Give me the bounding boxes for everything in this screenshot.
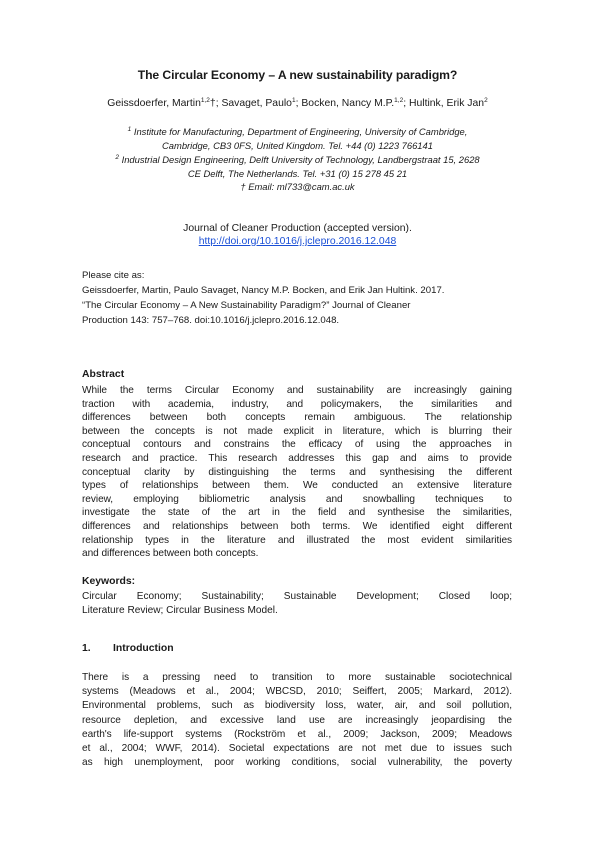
citation xyxy=(82,283,522,328)
keywords-line: Literature Review; Circular Business Model. xyxy=(82,604,278,616)
affiliation-1: $^1$ Institute for Manufacturing, Department of Engineering, University of Cambridge, Cambridge, CB3 0FS, United Kingdom. Tel. +44 (0) 1223 766141 xyxy=(127,126,468,151)
doi-link[interactable]: http://doi.org/10.1016/j.jclepro.2016.12.048 xyxy=(198,236,397,247)
author: Savaget, Paulo$^1$; xyxy=(221,97,302,109)
corresponding-email: † Email: ml733@cam.ac.uk xyxy=(240,181,355,192)
journal-note: Journal of Cleaner Production (accepted version). xyxy=(183,223,412,234)
abstract-line: relationship types in the literature and illustrated the most evident similarities xyxy=(82,534,512,546)
keywords-line: Circular Economy; Sustainability; Sustainable Development; Closed loop; xyxy=(82,591,512,602)
author: Hultink, Erik Jan$^2$ xyxy=(408,97,488,109)
abstract-line: conceptual clarity by distinguishing the terms and synthesising the different xyxy=(82,466,512,478)
affiliation-2: $^2$ Industrial Design Engineering, Delft University of Technology, Landbergstraat 15, 2628 CE Delft, The Netherlands. Tel. +31 (0) 15 278 45 21 xyxy=(115,154,480,179)
abstract-line: investigate the state of the art in the field and synthesise the similarities, xyxy=(82,507,512,519)
abstract-line: between the concepts is not made explicit in literature, which is blurring their xyxy=(82,425,512,437)
abstract-line: conceptual contours and constrains the efficacy of using the approaches in xyxy=(82,439,512,451)
abstract-line: differences and relationships between both terms. We identified eight different xyxy=(82,520,512,532)
abstract-body xyxy=(82,384,512,561)
intro-line: Environmental problems, such as biodiversity loss, water, air, and soil pollution, xyxy=(82,700,512,712)
abstract-line: review, employing bibliometric analysis and snowballing techniques to xyxy=(82,493,512,505)
abstract-line: traction with academia, industry, and policymakers, the similarities and xyxy=(82,398,512,410)
author-list xyxy=(0,98,595,109)
keywords-heading: Keywords: xyxy=(82,576,136,587)
section-title: Introduction xyxy=(113,643,174,654)
author: Geissdoerfer, Martin$^{1,2}$†; xyxy=(107,97,222,109)
keywords-body xyxy=(82,590,512,617)
abstract-line: and differences between both concepts. xyxy=(82,548,259,560)
introduction-body xyxy=(82,671,512,770)
section-number: 1. xyxy=(82,643,91,654)
abstract-heading: Abstract xyxy=(82,369,125,380)
abstract-line: differences between both concepts remain ambiguous. The relationship xyxy=(82,412,512,424)
intro-line: earth's life-support systems (Rockström et al., 2009; Jackson, 2009; Meadows xyxy=(82,728,512,740)
abstract-line: While the terms Circular Economy and sustainability are increasingly gaining xyxy=(82,385,512,396)
intro-line: resource depletion, and excessive land use are increasingly jeopardising the xyxy=(82,714,512,726)
intro-line: There is a pressing need to transition to more sustainable sociotechnical xyxy=(82,672,512,683)
citation-line: Geissdoerfer, Martin, Paulo Savaget, Nancy M.P. Bocken, and Erik Jan Hultink. 2017. xyxy=(82,285,445,296)
intro-line: systems (Meadows et al., 2004; WBCSD, 2010; Seiffert, 2005; Markard, 2012). xyxy=(82,686,512,698)
abstract-line: types of relationships between them. We conducted an extensive literature xyxy=(82,480,512,492)
paper-title: The Circular Economy – A new sustainability paradigm? xyxy=(137,68,458,82)
cite-label: Please cite as: xyxy=(82,270,145,281)
intro-line: et al., 2004; WWF, 2014). Societal expectations are not met due to issues such xyxy=(82,743,512,755)
citation-line: Production 143: 757–768. doi:10.1016/j.jclepro.2016.12.048. xyxy=(82,315,340,326)
citation-line: “The Circular Economy – A New Sustainability Paradigm?” Journal of Cleaner xyxy=(82,300,411,311)
intro-line: as high unemployment, poor working conditions, social vulnerability, the poverty xyxy=(82,757,512,769)
author: Bocken, Nancy M.P.$^{1,2}$; xyxy=(301,97,409,109)
abstract-line: research and practice. This research addresses this gap and aims to provide xyxy=(82,452,512,464)
